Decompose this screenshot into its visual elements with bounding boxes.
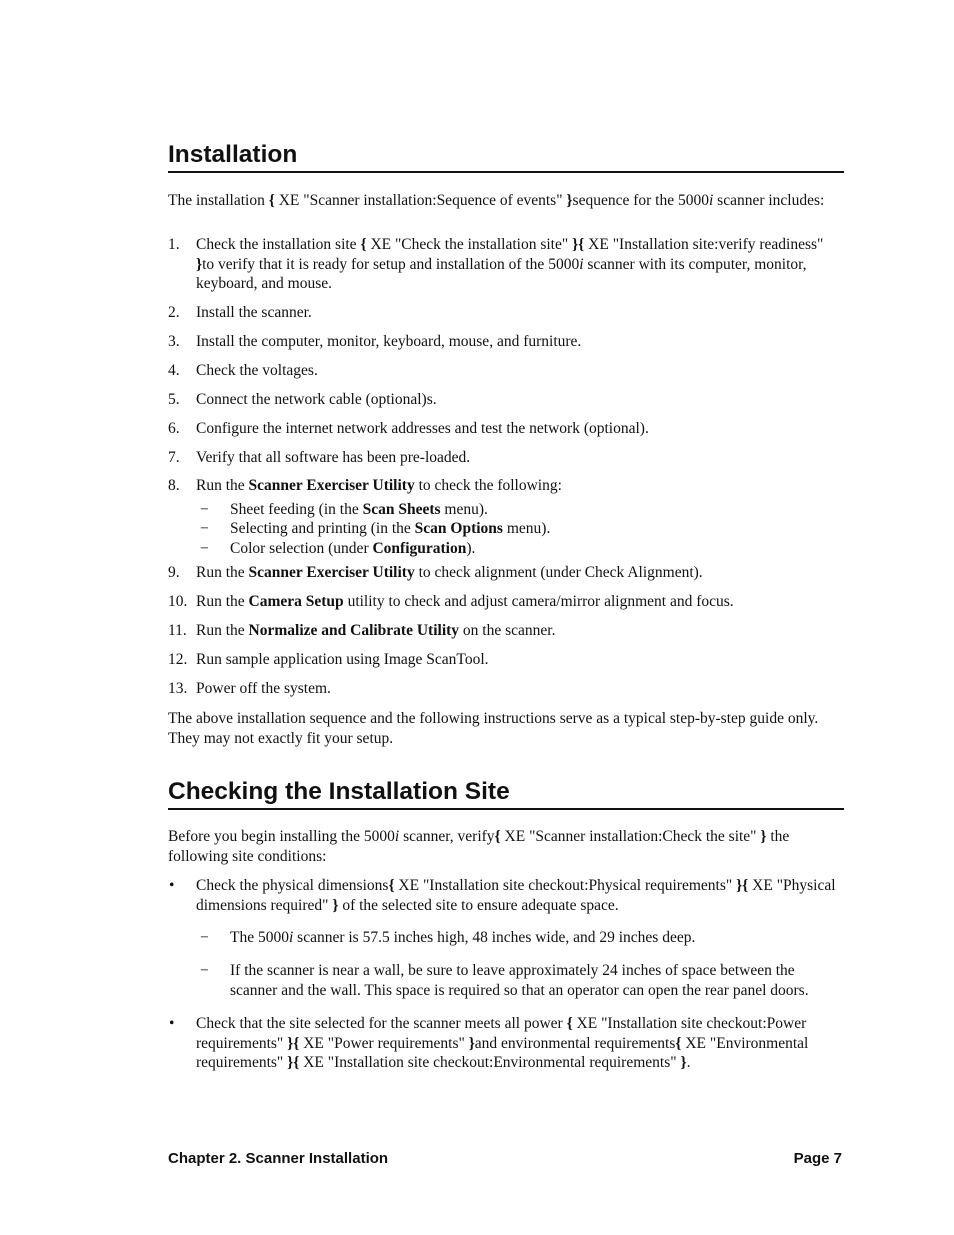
list-item	[168, 592, 844, 612]
field-brace: {	[494, 828, 501, 845]
item-text: Run sample application using Image ScanTool.	[196, 650, 489, 668]
section-checking-site	[168, 777, 844, 810]
utility-name: Normalize and Calibrate Utility	[248, 622, 460, 639]
text-run: ).	[466, 539, 476, 557]
text-run: Run the	[196, 622, 249, 639]
item-text: Check the voltages.	[196, 361, 318, 379]
item-number: 1.	[168, 236, 180, 253]
text-run: Check the physical dimensions	[196, 877, 389, 894]
sub-list-item	[196, 500, 844, 520]
index-entry-text: XE "Power requirements"	[299, 1034, 469, 1052]
index-entry-text: XE "Installation site checkout:Environmental requirements"	[299, 1054, 681, 1071]
item-text: Power off the system.	[196, 679, 331, 697]
index-entry-text: XE "Check the installation site"	[366, 236, 573, 253]
list-item	[168, 563, 844, 583]
text-run: menu).	[440, 500, 488, 518]
item-text: If the scanner is near a wall, be sure to leave approximately 24 inches of space between the scanner and the wall. This space is required so that an operator can open the rear panel doors.	[230, 962, 809, 999]
italic-i: i	[579, 255, 584, 273]
text-run: to check the following:	[414, 477, 562, 494]
list-item	[168, 390, 844, 410]
installation-closing: The above installation sequence and the following instructions serve as a typical step-by-step guide only. They may not exactly fit your setup.	[168, 710, 819, 747]
text-run: Run the	[196, 593, 249, 610]
item-number: 3.	[168, 333, 180, 350]
text-run: the following site conditions:	[168, 828, 790, 865]
index-entry-text: XE "Environmental requirements"	[196, 1034, 809, 1071]
text-run: sequence for the 5000	[572, 192, 709, 209]
list-item	[168, 621, 844, 641]
sub-list-item	[196, 928, 844, 948]
utility-name: Scanner Exerciser Utility	[248, 477, 415, 494]
item-text: Verify that all software has been pre-loaded.	[196, 448, 471, 466]
field-brace: }	[332, 896, 339, 914]
field-brace: }	[196, 255, 203, 273]
text-run: Run the	[196, 564, 249, 581]
section-heading: Checking the Installation Site	[168, 777, 844, 810]
menu-name: Scan Options	[414, 520, 503, 537]
sub-list-item	[196, 961, 844, 1000]
bullet-item	[168, 1014, 844, 1073]
item-text: Connect the network cable (optional)s.	[196, 390, 437, 408]
item-number: 4.	[168, 361, 180, 379]
utility-name: Camera Setup	[248, 593, 344, 610]
field-brace: {	[388, 877, 395, 894]
section-heading: Installation	[168, 140, 844, 173]
text-run: Color selection (under	[230, 539, 373, 557]
sub-list	[196, 928, 844, 1000]
index-entry-text: XE "Scanner installation:Check the site"	[500, 828, 761, 845]
item-number: 10.	[168, 593, 188, 610]
text-run: scanner with its computer, monitor, keyboard, and mouse.	[196, 255, 807, 292]
item-number: 2.	[168, 304, 180, 321]
utility-name: Scanner Exerciser Utility	[248, 564, 415, 581]
field-brace: }{	[287, 1054, 300, 1071]
italic-i: i	[288, 929, 294, 946]
section-installation	[168, 140, 844, 173]
item-number: 8.	[168, 477, 180, 494]
text-run: of the selected site to ensure adequate space.	[338, 896, 619, 914]
list-item	[168, 650, 844, 670]
list-item	[168, 476, 844, 558]
text-run: and environmental requirements	[474, 1034, 676, 1052]
item-number: 7.	[168, 448, 180, 466]
text-run: utility to check and adjust camera/mirror alignment and focus.	[343, 593, 734, 610]
dash-marker: −	[200, 929, 209, 946]
italic-i: i	[394, 828, 400, 845]
bullet-item	[168, 876, 844, 1000]
item-number: 11.	[168, 622, 187, 639]
text-run: Check the installation site	[196, 236, 361, 253]
menu-name: Scan Sheets	[362, 500, 441, 518]
sub-list-item	[196, 519, 844, 539]
field-brace: {	[268, 192, 275, 209]
field-brace: }{	[572, 236, 585, 253]
dash-marker: −	[200, 539, 209, 557]
sub-list-item	[196, 539, 844, 559]
text-run: on the scanner.	[459, 622, 556, 639]
footer-chapter-title: Chapter 2. Scanner Installation	[168, 1150, 389, 1167]
item-number: 13.	[168, 679, 188, 697]
footer-page-number: Page 7	[793, 1150, 842, 1167]
text-run: to verify that it is ready for setup and installation of the 5000	[202, 255, 580, 273]
text-run: Selecting and printing (in the	[230, 520, 415, 537]
field-brace: {	[360, 236, 367, 253]
bullet-marker: •	[169, 1015, 175, 1032]
site-intro	[168, 827, 844, 866]
item-text: Configure the internet network addresses and test the network (optional).	[196, 419, 649, 437]
text-run: scanner includes:	[713, 192, 825, 209]
text-run: Before you begin installing the 5000	[168, 828, 395, 845]
field-brace: }	[760, 828, 767, 845]
index-entry-text: XE "Scanner installation:Sequence of events"	[274, 192, 567, 209]
dash-marker: −	[200, 962, 209, 979]
text-run: menu).	[502, 520, 551, 537]
text-run: The 5000	[230, 929, 289, 946]
item-number: 12.	[168, 650, 188, 668]
site-conditions-list	[168, 876, 844, 1073]
field-brace: }	[468, 1034, 475, 1052]
index-entry-text: XE "Installation site checkout:Physical requirements"	[394, 877, 737, 894]
item-text: Install the computer, monitor, keyboard, mouse, and furniture.	[196, 333, 582, 350]
list-item	[168, 235, 844, 294]
index-entry-text: XE "Installation site checkout:Power requirements"	[196, 1015, 807, 1052]
item-number: 9.	[168, 564, 180, 581]
sub-list	[196, 500, 844, 559]
text-run: The installation	[168, 192, 269, 209]
installation-intro	[168, 191, 844, 211]
field-brace: }	[680, 1054, 687, 1071]
list-item	[168, 303, 844, 323]
text-run: Check that the site selected for the scanner meets all power	[196, 1015, 567, 1032]
field-brace: }{	[736, 877, 749, 894]
item-number: 5.	[168, 390, 180, 408]
index-entry-text: XE "Physical dimensions required"	[196, 877, 836, 914]
field-brace: {	[566, 1015, 573, 1032]
field-brace: {	[675, 1034, 682, 1052]
list-item	[168, 448, 844, 468]
installation-steps-list	[168, 235, 844, 698]
dash-marker: −	[200, 500, 209, 518]
list-item	[168, 332, 844, 352]
text-run: Run the	[196, 477, 249, 494]
index-entry-text: XE "Installation site:verify readiness"	[584, 236, 824, 253]
text-run: scanner, verify	[399, 828, 495, 845]
text-run: scanner is 57.5 inches high, 48 inches wide, and 29 inches deep.	[293, 929, 696, 946]
italic-i: i	[708, 192, 714, 209]
list-item	[168, 679, 844, 699]
text-run: to check alignment (under Check Alignment).	[414, 564, 703, 581]
bullet-marker: •	[169, 877, 175, 894]
item-text: Install the scanner.	[196, 304, 312, 321]
field-brace: }	[566, 192, 573, 209]
item-number: 6.	[168, 419, 180, 437]
dash-marker: −	[200, 520, 209, 537]
list-item	[168, 419, 844, 439]
document-page	[168, 0, 844, 1235]
text-run: Sheet feeding (in the	[230, 500, 363, 518]
page-footer	[168, 1150, 842, 1167]
list-item	[168, 361, 844, 381]
field-brace: }{	[287, 1034, 300, 1052]
menu-name: Configuration	[372, 539, 467, 557]
text-run: .	[686, 1054, 691, 1071]
